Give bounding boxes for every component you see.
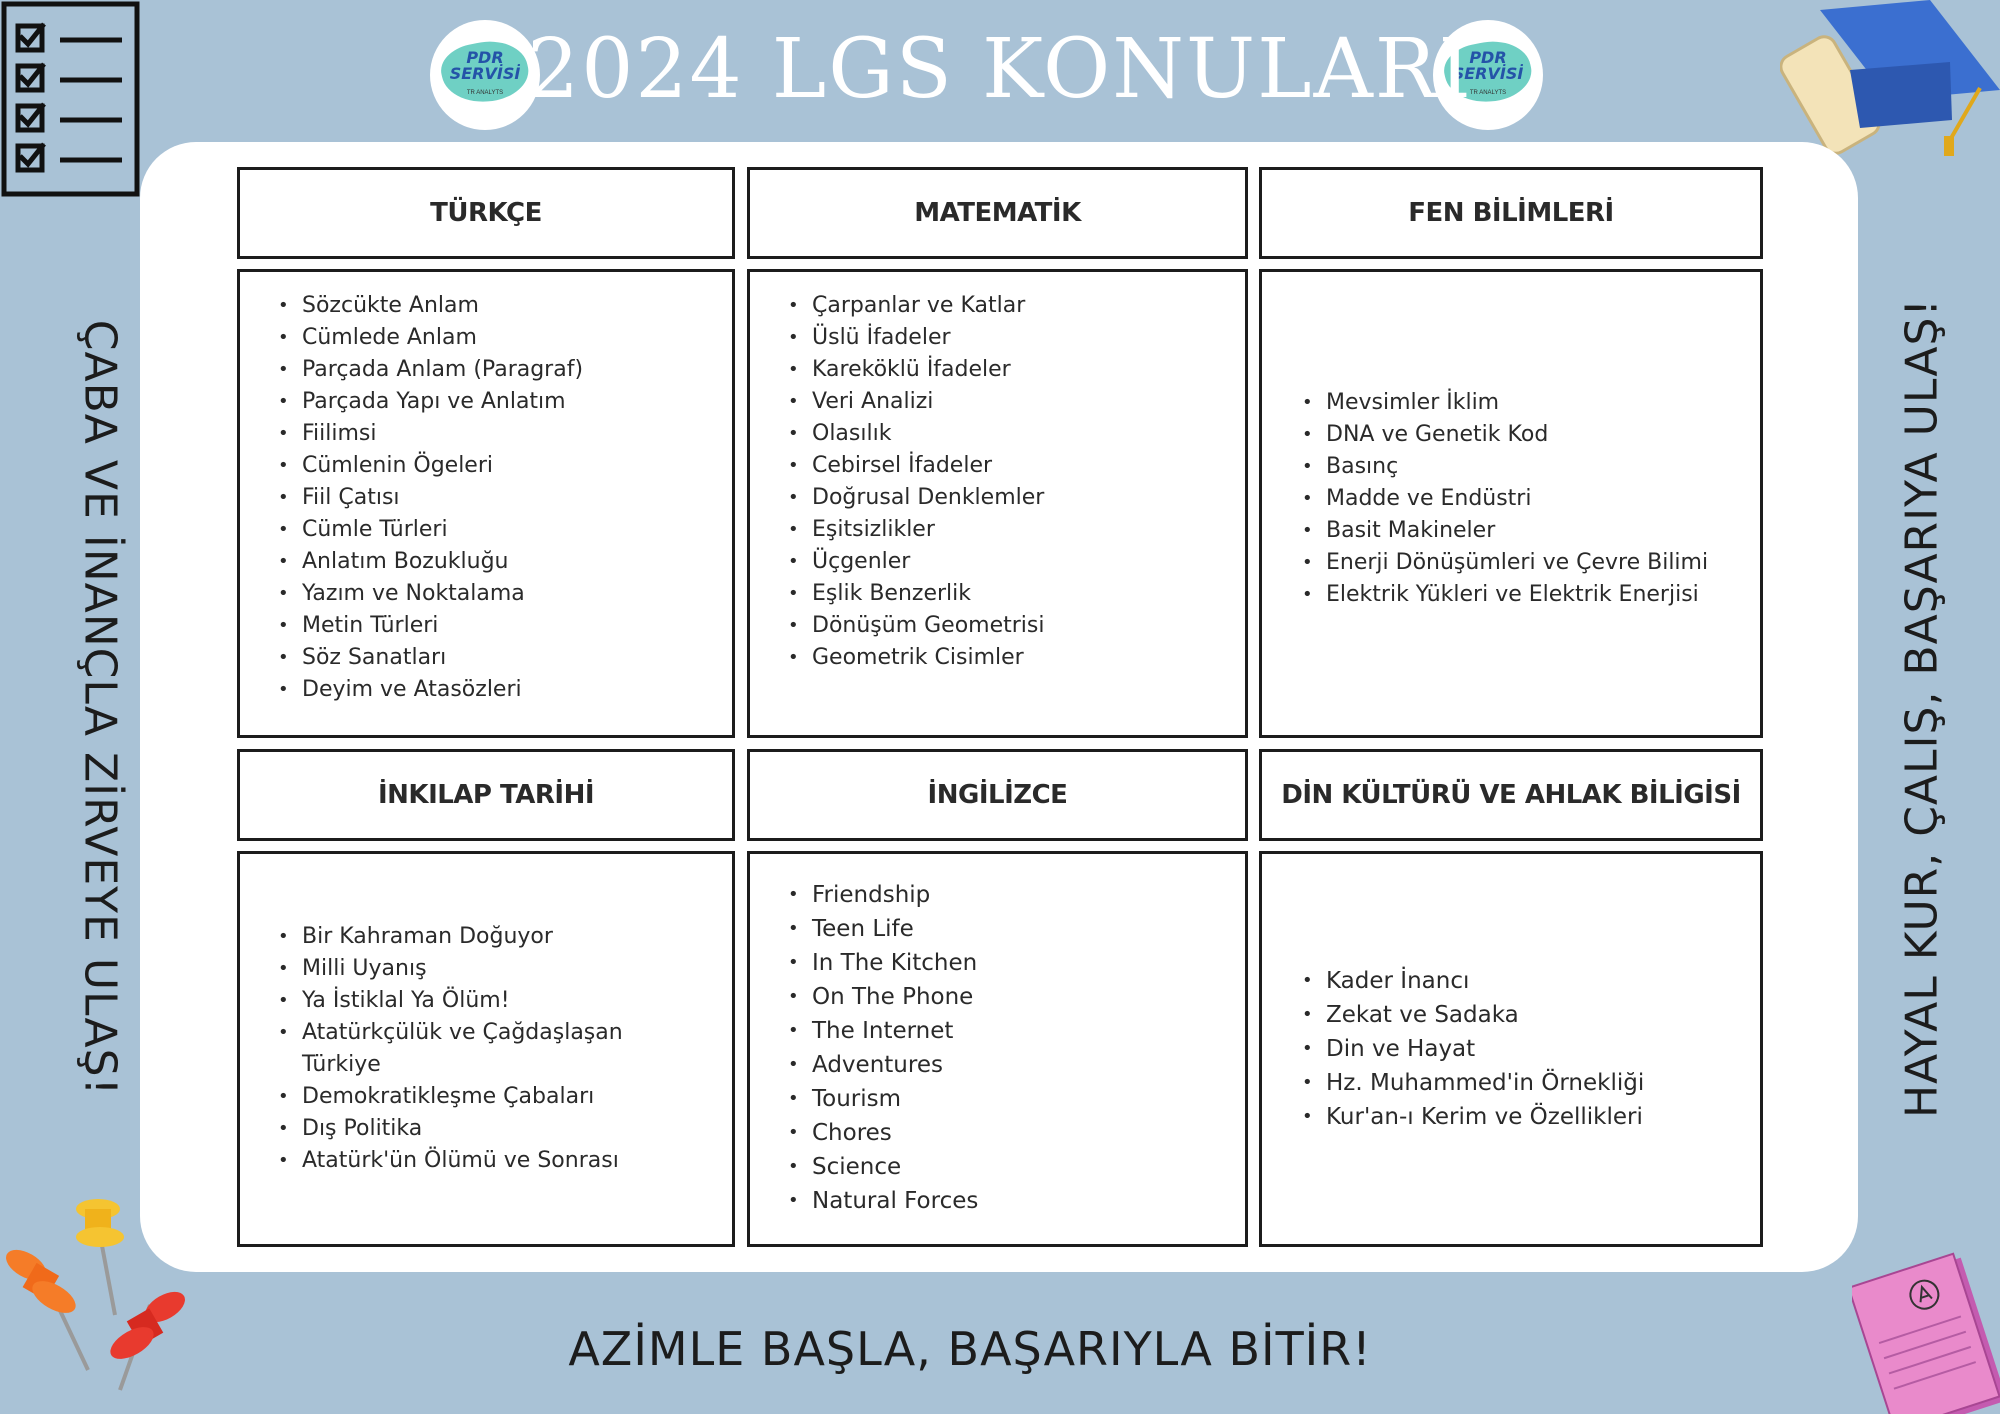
list-item: • Fiil Çatısı [302, 482, 583, 514]
list-item: • Bir Kahraman Doğuyor [302, 921, 652, 953]
list-item: • Cebirsel İfadeler [812, 450, 1044, 482]
subject-header-matematik: MATEMATİK [747, 167, 1248, 259]
list-item: • Üçgenler [812, 546, 1044, 578]
list-item: • The Internet [812, 1014, 978, 1048]
list-item: • On The Phone [812, 980, 978, 1014]
subject-list-din [1259, 851, 1763, 1247]
list-item: • Hz. Muhammed'in Örnekliği [1326, 1066, 1644, 1100]
right-slogan: HAYAL KUR, ÇALIŞ, BAŞARIYA ULAŞ! [1896, 297, 1948, 1119]
list-item: • Veri Analizi [812, 386, 1044, 418]
subject-list-matematik [747, 269, 1248, 738]
list-item: • Science [812, 1150, 978, 1184]
list-item: • DNA ve Genetik Kod [1326, 419, 1708, 451]
subject-header-ingilizce: İNGİLİZCE [747, 749, 1248, 841]
subject-header-fen: FEN BİLİMLERİ [1259, 167, 1763, 259]
list-item: • Söz Sanatları [302, 642, 583, 674]
list-item: • Eşlik Benzerlik [812, 578, 1044, 610]
list-item: • Sözcükte Anlam [302, 290, 583, 322]
list-item: • Elektrik Yükleri ve Elektrik Enerjisi [1326, 579, 1708, 611]
list-item: • Olasılık [812, 418, 1044, 450]
list-item: • Basınç [1326, 451, 1708, 483]
list-item: • Atatürkçülük ve Çağdaşlaşan Türkiye [302, 1017, 652, 1081]
list-item: • Yazım ve Noktalama [302, 578, 583, 610]
list-item: • Deyim ve Atasözleri [302, 674, 583, 706]
list-item: • Kareköklü İfadeler [812, 354, 1044, 386]
list-item: • Geometrik Cisimler [812, 642, 1044, 674]
subject-header-inkilap: İNKILAP TARİHİ [237, 749, 735, 841]
list-item: • Kader İnancı [1326, 964, 1644, 998]
list-item: • Tourism [812, 1082, 978, 1116]
list-item: • Cümlenin Ögeleri [302, 450, 583, 482]
list-item: • Dış Politika [302, 1113, 652, 1145]
list-item: • Din ve Hayat [1326, 1032, 1644, 1066]
subject-list-fen [1259, 269, 1763, 738]
list-item: • Parçada Yapı ve Anlatım [302, 386, 583, 418]
list-item: • Üslü İfadeler [812, 322, 1044, 354]
list-item: • Atatürk'ün Ölümü ve Sonrası [302, 1145, 652, 1177]
left-slogan: ÇABA VE İNANÇLA ZİRVEYE ULAŞ! [74, 319, 126, 1097]
list-item: • Dönüşüm Geometrisi [812, 610, 1044, 642]
list-item: • Metin Türleri [302, 610, 583, 642]
list-item: • Cümlede Anlam [302, 322, 583, 354]
list-item: • Kur'an-ı Kerim ve Özellikleri [1326, 1100, 1644, 1134]
pdr-logo-left: PDR SERVİSİ TR ANALYTS [430, 20, 540, 130]
subject-list-ingilizce [747, 851, 1248, 1247]
subject-list-inkilap [237, 851, 735, 1247]
list-item: • Cümle Türleri [302, 514, 583, 546]
list-item: • Demokratikleşme Çabaları [302, 1081, 652, 1113]
subject-header-turkce: TÜRKÇE [237, 167, 735, 259]
list-item: • Basit Makineler [1326, 515, 1708, 547]
list-item: • In The Kitchen [812, 946, 978, 980]
list-item: • Adventures [812, 1048, 978, 1082]
list-item: • Teen Life [812, 912, 978, 946]
subject-list-turkce [237, 269, 735, 738]
subject-header-din: DİN KÜLTÜRÜ VE AHLAK BİLİGİSİ [1259, 749, 1763, 841]
list-item: • Madde ve Endüstri [1326, 483, 1708, 515]
list-item: • Enerji Dönüşümleri ve Çevre Bilimi [1326, 547, 1708, 579]
list-item: • Doğrusal Denklemler [812, 482, 1044, 514]
list-item: • Parçada Anlam (Paragraf) [302, 354, 583, 386]
list-item: • Zekat ve Sadaka [1326, 998, 1644, 1032]
list-item: • Eşitsizlikler [812, 514, 1044, 546]
list-item: • Çarpanlar ve Katlar [812, 290, 1044, 322]
pdr-logo-right: PDR SERVİSİ TR ANALYTS [1433, 20, 1543, 130]
list-item: • Friendship [812, 878, 978, 912]
footer-slogan: AZİMLE BAŞLA, BAŞARIYLA BİTİR! [568, 1322, 1372, 1376]
list-item: • Natural Forces [812, 1184, 978, 1218]
list-item: • Mevsimler İklim [1326, 387, 1708, 419]
list-item: • Milli Uyanış [302, 953, 652, 985]
list-item: • Anlatım Bozukluğu [302, 546, 583, 578]
list-item: • Fiilimsi [302, 418, 583, 450]
page-title: 2024 LGS KONULARI [527, 22, 1473, 117]
list-item: • Ya İstiklal Ya Ölüm! [302, 985, 652, 1017]
list-item: • Chores [812, 1116, 978, 1150]
